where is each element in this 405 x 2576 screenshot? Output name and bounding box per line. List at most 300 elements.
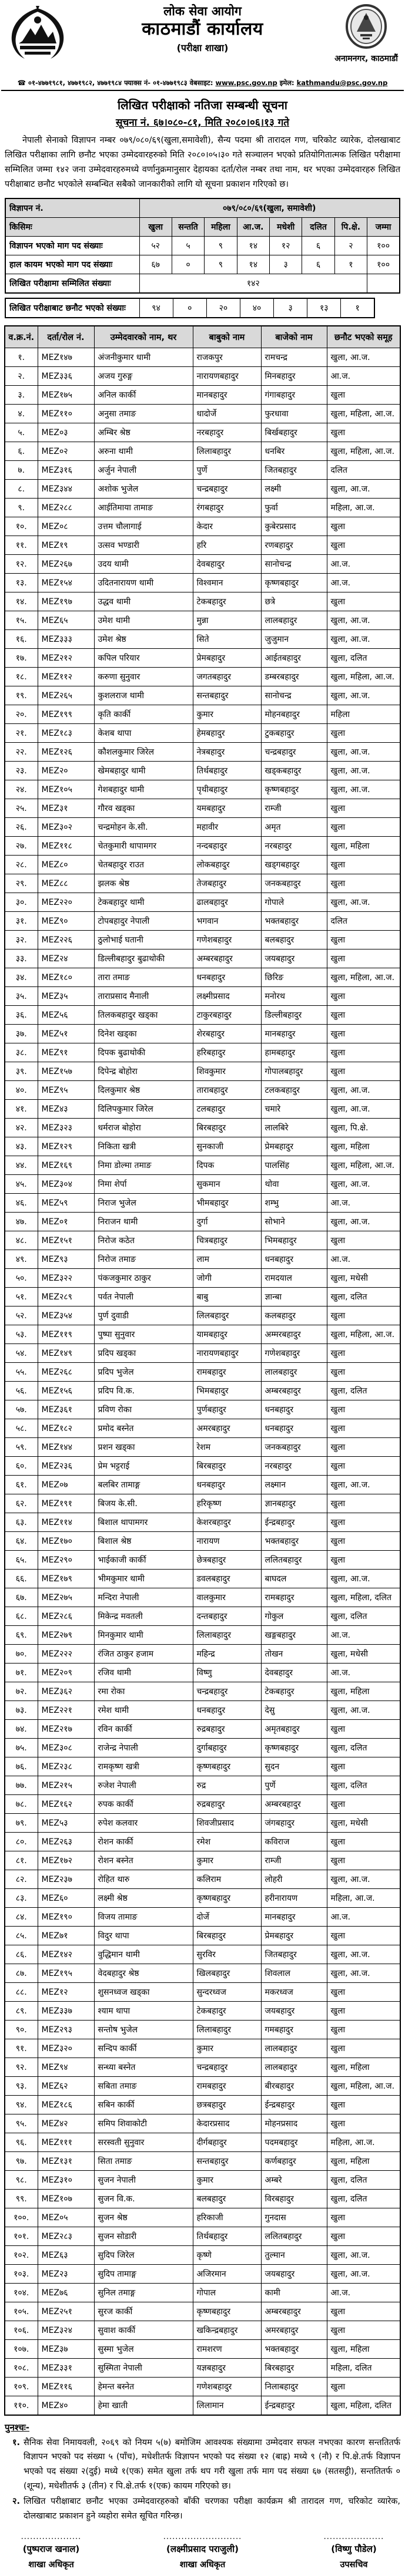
- candidate-father-name: लक्ष्मीप्रसाद: [193, 986, 261, 1005]
- category-header-cell: पि.क्षे.: [334, 217, 367, 236]
- candidate-name: श्याम थापा: [94, 2001, 193, 2020]
- candidate-row: [5, 1738, 400, 1757]
- candidate-grandfather-name: धनबहादुर: [261, 1419, 327, 1437]
- candidate-name: हेमन्त बस्नेत: [94, 2377, 193, 2396]
- candidate-selected-group: खुला: [327, 2039, 400, 2058]
- candidate-father-name: चित्रबहादुर: [193, 1231, 261, 1250]
- candidate-father-name: दन्तबहादुर: [193, 1607, 261, 1625]
- candidate-father-name: हरिकृष्ण: [193, 1494, 261, 1513]
- candidate-row: [5, 498, 400, 517]
- candidate-name: चन्द्रमोहन के.सी.: [94, 817, 193, 836]
- candidate-row: [5, 2133, 400, 2151]
- candidate-father-name: चन्द्रबहादुर: [193, 1682, 261, 1701]
- footnotes-heading: पुनश्चः-: [5, 2422, 30, 2433]
- candidate-name: दिलिपकुमार जिरेल: [94, 1099, 193, 1118]
- fax-number: ०१-४७७१९८३: [153, 79, 188, 87]
- candidate-father-name: सुरविर: [193, 1945, 261, 1964]
- candidate-row: [5, 667, 400, 686]
- candidate-selected-group: खुला: [327, 1550, 400, 1569]
- nepal-government-emblem-icon: [5, 5, 71, 63]
- candidate-selected-group: खुला, महिला: [327, 1137, 400, 1156]
- candidate-roll-number: MEZ१०५: [38, 780, 94, 799]
- candidate-grandfather-name: लालबहादुर: [261, 611, 327, 629]
- candidate-serial: २९.: [5, 874, 38, 893]
- candidate-grandfather-name: निलाबहादुर: [261, 2377, 327, 2396]
- candidate-selected-group: खुला, महिला, दलित: [327, 1588, 400, 1607]
- candidate-name: उमेश थामी: [94, 611, 193, 629]
- candidate-row: [5, 1550, 400, 1569]
- candidate-selected-group: खुला, आ.ज.: [327, 1174, 400, 1193]
- candidate-serial: ७९.: [5, 1813, 38, 1832]
- candidate-selected-group: महिला, दलित: [327, 2358, 400, 2377]
- candidate-grandfather-name: गमबहादुर: [261, 2020, 327, 2039]
- letterhead: [0, 2, 405, 78]
- candidate-selected-group: खुला: [327, 1982, 400, 2001]
- candidate-serial: २३.: [5, 761, 38, 780]
- candidate-roll-number: MEZ३३१: [38, 2358, 94, 2377]
- candidate-roll-number: MEZ१४९: [38, 1343, 94, 1362]
- candidate-serial: २४.: [5, 780, 38, 799]
- candidate-selected-group: खुला, आ.ज.: [327, 1475, 400, 1494]
- candidate-grandfather-name: कर्णबहादुर: [261, 2151, 327, 2170]
- candidate-roll-number: MEZ२२१: [38, 1701, 94, 1719]
- candidate-selected-group: खुला: [327, 592, 400, 611]
- candidate-father-name: धनबहादुर: [193, 1701, 261, 1719]
- candidate-serial: १०६.: [5, 2321, 38, 2339]
- candidate-row: [5, 1099, 400, 1118]
- candidate-serial: ९०.: [5, 2020, 38, 2039]
- candidate-father-name: धनबहादुर: [193, 968, 261, 986]
- candidate-roll-number: MEZ५९: [38, 1193, 94, 1212]
- candidate-selected-group: खुला: [327, 385, 400, 404]
- candidate-row: [5, 2170, 400, 2189]
- candidate-father-name: मानबहादुर: [193, 385, 261, 404]
- psc-seal-icon: [345, 4, 387, 49]
- candidate-roll-number: MEZ९५: [38, 1080, 94, 1099]
- candidate-row: [5, 366, 400, 385]
- candidate-name: चेतबहादुर राउत: [94, 855, 193, 874]
- candidate-grandfather-name: रामदयाल: [261, 1268, 327, 1287]
- appeared-count-label: लिखित परीक्षामा सम्मिलित संख्याः: [5, 274, 139, 293]
- candidate-grandfather-name: देसु: [261, 1701, 327, 1719]
- candidate-roll-number: MEZ३१०: [38, 2170, 94, 2189]
- candidate-father-name: लिलामान: [193, 2396, 261, 2415]
- candidate-name: अम्बिर श्रेष्ठ: [94, 423, 193, 442]
- count-cell: ०: [172, 255, 204, 274]
- count-cell: ३: [270, 255, 302, 274]
- candidate-name: रोशन बस्नेत: [94, 1851, 193, 1870]
- candidate-serial: २८.: [5, 855, 38, 874]
- candidate-serial: ८७.: [5, 1964, 38, 1982]
- candidate-selected-group: खुला, आ.ज.: [327, 479, 400, 498]
- candidate-grandfather-name: गोकुल: [261, 1607, 327, 1625]
- candidate-father-name: जगतबहादुर: [193, 667, 261, 686]
- candidate-grandfather-name: ज्ञान्बा: [261, 1287, 327, 1306]
- candidate-selected-group: खुला, मधेसी: [327, 1268, 400, 1287]
- candidate-name: विदुर थापा: [94, 1926, 193, 1945]
- candidate-roll-number: MEZ१४७: [38, 348, 94, 366]
- candidate-name: सुजन सोडारी: [94, 2227, 193, 2245]
- advertisement-number-label: विज्ञापन नं.: [5, 198, 139, 218]
- candidate-selected-group: खुला: [327, 1362, 400, 1381]
- candidate-name: आईतिमाया तामाङ: [94, 498, 193, 517]
- candidate-father-name: हरि: [193, 536, 261, 554]
- candidate-row: [5, 742, 400, 761]
- candidate-selected-group: खुला: [327, 2302, 400, 2321]
- candidate-serial: ५६.: [5, 1381, 38, 1400]
- candidate-row: [5, 1607, 400, 1625]
- candidate-serial: ८३.: [5, 1888, 38, 1907]
- candidate-serial: २५.: [5, 799, 38, 817]
- candidate-grandfather-name: मानबहादुर: [261, 1024, 327, 1043]
- candidate-selected-group: खुला: [327, 1851, 400, 1870]
- candidate-father-name: रेशम: [193, 1437, 261, 1456]
- candidate-grandfather-name: गोपालबहादुर: [261, 1062, 327, 1080]
- candidate-selected-group: खुला, आ.ज.: [327, 1099, 400, 1118]
- candidate-father-name: नरबहादुर: [193, 423, 261, 442]
- candidate-serial: ४३.: [5, 1137, 38, 1156]
- col-header-grandfather: बाजेको नाम: [261, 326, 327, 348]
- candidate-selected-group: खुला, महिला: [327, 836, 400, 855]
- candidate-name: सन्ध्या बस्नेत: [94, 2058, 193, 2076]
- candidate-roll-number: MEZ०१: [38, 1212, 94, 1231]
- candidate-serial: १०.: [5, 517, 38, 536]
- candidate-father-name: डवलबहादुर: [193, 1569, 261, 1588]
- candidate-serial: ६.: [5, 442, 38, 460]
- advertisement-number-value: ०७९/०८०/६९(खुला, समावेशी): [139, 198, 400, 218]
- candidate-serial: ५५.: [5, 1362, 38, 1381]
- candidate-row: [5, 1437, 400, 1456]
- count-cell: ६७: [139, 255, 172, 274]
- signature: [7, 2533, 95, 2570]
- candidate-grandfather-name: कलबहादुर: [261, 1306, 327, 1325]
- candidate-roll-number: MEZ४३: [38, 1099, 94, 1118]
- candidate-name: बिशाल थापामगर: [94, 1513, 193, 1531]
- candidate-roll-number: MEZ२८३: [38, 2227, 94, 2245]
- candidate-row: [5, 2321, 400, 2339]
- candidate-grandfather-name: जितबहादुर: [261, 1945, 327, 1964]
- candidate-roll-number: MEZ८०: [38, 855, 94, 874]
- candidate-grandfather-name: पदमबहादुर: [261, 2133, 327, 2151]
- candidate-grandfather-name: डिल्लीबहादुर: [261, 1005, 327, 1024]
- candidate-serial: ८१.: [5, 1851, 38, 1870]
- candidate-father-name: केदार: [193, 517, 261, 536]
- candidate-father-name: नेत्रबहादुर: [193, 742, 261, 761]
- count-cell: ६: [302, 255, 334, 274]
- signatory-name: (विष्णु पौडेल): [331, 2543, 377, 2554]
- candidate-grandfather-name: कृष्णबहादुर: [261, 780, 327, 799]
- candidate-grandfather-name: पालसिंह: [261, 1156, 327, 1174]
- candidate-grandfather-name: सोभाने: [261, 1212, 327, 1231]
- candidate-row: [5, 1400, 400, 1419]
- candidate-name: दिपक बुढाथोकी: [94, 1043, 193, 1062]
- candidate-roll-number: MEZ५६: [38, 1005, 94, 1024]
- candidate-row: [5, 1456, 400, 1475]
- candidate-name: पुर्ण दुवाडी: [94, 1306, 193, 1325]
- candidate-serial: ३३.: [5, 949, 38, 968]
- category-row-label: किसिमः: [5, 217, 139, 236]
- candidate-selected-group: आ.ज.: [327, 366, 400, 385]
- signatory-title: शाखा अधिकृत: [28, 2560, 74, 2570]
- candidate-roll-number: MEZ२३६: [38, 1456, 94, 1475]
- candidate-selected-group: आ.ज.: [327, 1193, 400, 1212]
- candidate-father-name: दुर्गाबहादुर: [193, 1738, 261, 1757]
- candidate-row: [5, 1250, 400, 1268]
- candidate-father-name: सुन्दरध्वज: [193, 1982, 261, 2001]
- candidate-name: प्रेम भट्टराई: [94, 1456, 193, 1475]
- candidate-selected-group: खुला, आ.ज.: [327, 1964, 400, 1982]
- candidate-grandfather-name: जनकबहादुर: [261, 874, 327, 893]
- candidate-row: [5, 1381, 400, 1400]
- candidate-grandfather-name: विरबहादुर: [261, 2189, 327, 2208]
- candidate-grandfather-name: तोखन: [261, 1644, 327, 1663]
- candidate-roll-number: MEZ१५१: [38, 1231, 94, 1250]
- candidate-name: पर्वत नेपाली: [94, 1287, 193, 1306]
- candidate-name: समिप शिवाकोटी: [94, 2114, 193, 2133]
- candidate-serial: १००.: [5, 2208, 38, 2227]
- candidate-grandfather-name: अम्बरबहादुर: [261, 1794, 327, 1813]
- website-link[interactable]: www.psc.gov.np: [215, 79, 277, 87]
- candidate-row: [5, 1325, 400, 1343]
- candidate-serial: १७.: [5, 648, 38, 667]
- candidate-row: [5, 2358, 400, 2377]
- candidate-selected-group: खुला: [327, 1719, 400, 1738]
- candidate-roll-number: MEZ१९१: [38, 1494, 94, 1513]
- candidate-grandfather-name: बिरबहादुर: [261, 2358, 327, 2377]
- footnote-text: सैनिक सेवा निमायवली, २०६९ को नियम ५(७) बमोजिम आवश्यक संख्यामा उम्मेदवार सफल नभएका कारण सन्ततितर्फ विज्ञापन भएको पद संख्या ५ (पाँच), मधेशीतर्फ विज्ञापन भएको पद संख्या १२ (बाह्र) मध्ये ९ (नौ) र पि.क्षे.तर्फ विज्ञापन भएको पद संख्या २(दुई) मध्ये १(एक) समेत खुला तर्फ थप गरी खुला तर्फ माग पद संख्या ६७ (सतसट्ठी), सन्ततितर्फ ० (शून्य), मधेशीतर्फ ३ (तीन) र पि.क्षे.तर्फ १(एक) कायम गरिएको छ।: [24, 2437, 400, 2491]
- candidate-father-name: कुमार: [193, 2039, 261, 2058]
- candidate-row: [5, 1701, 400, 1719]
- footnote-number: २.: [12, 2497, 20, 2507]
- candidate-roll-number: MEZ३०२: [38, 817, 94, 836]
- candidate-name: कृति कार्की: [94, 705, 193, 723]
- candidate-roll-number: MEZ३७: [38, 2339, 94, 2358]
- candidate-row: [5, 1343, 400, 1362]
- candidate-name: बलबिर तामाङ्ग: [94, 1475, 193, 1494]
- count-cell: ९: [205, 255, 237, 274]
- candidate-selected-group: खुला: [327, 1419, 400, 1437]
- candidate-father-name: रुद्रबहादुर: [193, 1719, 261, 1738]
- footnote-number: १.: [12, 2437, 20, 2447]
- candidate-selected-group: खुला: [327, 1024, 400, 1043]
- candidate-roll-number: MEZ२०९: [38, 1663, 94, 1682]
- candidate-serial: ७२.: [5, 1682, 38, 1701]
- candidate-serial: ५२.: [5, 1306, 38, 1325]
- footnote-item: [5, 2494, 400, 2523]
- candidate-roll-number: MEZ१८६: [38, 2095, 94, 2114]
- candidate-row: [5, 1118, 400, 1137]
- candidate-grandfather-name: ज्ञानबहादुर: [261, 1494, 327, 1513]
- candidate-roll-number: MEZ१११: [38, 2133, 94, 2151]
- candidate-selected-group: खुला, दलित: [327, 1607, 400, 1625]
- candidate-father-name: विष्णु: [193, 1663, 261, 1682]
- candidate-name: बिजय के.सी.: [94, 1494, 193, 1513]
- candidate-grandfather-name: नरबहादुर: [261, 1456, 327, 1475]
- candidate-father-name: बाबु: [193, 1287, 261, 1306]
- candidate-serial: ९८.: [5, 2170, 38, 2189]
- candidate-serial: ५४.: [5, 1343, 38, 1362]
- candidate-name: ठुलोभाई घतानी: [94, 930, 193, 949]
- candidate-selected-group: आ.ज.: [327, 1663, 400, 1682]
- candidate-row: [5, 629, 400, 648]
- candidate-grandfather-name: कामी: [261, 2283, 327, 2302]
- candidate-row: [5, 817, 400, 836]
- category-header-cell: आ.ज.: [237, 217, 269, 236]
- candidate-grandfather-name: टेकबहादुर: [261, 1682, 327, 1701]
- candidate-row: [5, 1794, 400, 1813]
- candidate-serial: १३.: [5, 573, 38, 592]
- candidate-father-name: रंगबहादुर: [193, 498, 261, 517]
- candidate-father-name: जोगी: [193, 1268, 261, 1287]
- candidate-grandfather-name: मानबहादुर: [261, 1907, 327, 1926]
- candidate-selected-group: खुला: [327, 2321, 400, 2339]
- candidate-row: [5, 442, 400, 460]
- candidate-serial: ७८.: [5, 1794, 38, 1813]
- candidate-father-name: भिमबहादुर: [193, 1381, 261, 1400]
- candidate-father-name: अम्बरबहादुर: [193, 949, 261, 968]
- candidate-row: [5, 836, 400, 855]
- candidate-father-name: गणेशबहादुर: [193, 2377, 261, 2396]
- candidate-selected-group: खुला, आ.ज.: [327, 629, 400, 648]
- candidate-serial: ८०.: [5, 1832, 38, 1851]
- candidate-row: [5, 404, 400, 423]
- footnotes-section: [0, 2416, 405, 2524]
- candidate-selected-group: खुला, आ.ज.: [327, 893, 400, 911]
- candidate-selected-group: खुला, महिला, दलित: [327, 2396, 400, 2415]
- candidate-serial: ३८.: [5, 1043, 38, 1062]
- candidate-father-name: लोकबहादुर: [193, 855, 261, 874]
- candidate-grandfather-name: खड्गबहादुर: [261, 855, 327, 874]
- candidate-father-name: वालकुमार: [193, 1588, 261, 1607]
- candidate-selected-group: खुला: [327, 517, 400, 536]
- candidate-roll-number: MEZ१०७: [38, 2189, 94, 2208]
- candidate-serial: ४६.: [5, 1193, 38, 1212]
- candidate-row: [5, 1212, 400, 1231]
- candidate-name: हेमा खाती: [94, 2396, 193, 2415]
- category-header-cell: मधेशी: [270, 217, 302, 236]
- candidate-serial: ६६.: [5, 1569, 38, 1588]
- candidate-row: [5, 1776, 400, 1794]
- candidate-name: टोपबहादुर नेपाली: [94, 911, 193, 930]
- candidate-row: [5, 2020, 400, 2039]
- candidate-name: कौशलकुमार जिरेल: [94, 742, 193, 761]
- candidate-selected-group: खुला: [327, 855, 400, 874]
- count-cell: ९: [205, 236, 237, 255]
- candidate-name: सुस्मा भुजेल: [94, 2339, 193, 2358]
- candidate-name: दिलकुमार श्रेष्ठ: [94, 1080, 193, 1099]
- candidate-grandfather-name: फुरधावा: [261, 404, 327, 423]
- candidate-row: [5, 536, 400, 554]
- candidate-row: [5, 460, 400, 479]
- candidate-father-name: शेरबहादुर: [193, 1024, 261, 1043]
- candidate-roll-number: MEZ०२: [38, 442, 94, 460]
- candidate-father-name: पुर्णबहादुर: [193, 1400, 261, 1419]
- candidate-father-name: कृष्णबहादुर: [193, 1757, 261, 1776]
- signature: [159, 2533, 247, 2570]
- candidate-father-name: अजिरमान: [193, 2264, 261, 2283]
- branch-name: (परीक्षा शाखा): [176, 42, 229, 54]
- candidate-selected-group: खुला, आ.ज.: [327, 742, 400, 761]
- candidate-roll-number: MEZ६२: [38, 2076, 94, 2095]
- candidate-serial: ७७.: [5, 1776, 38, 1794]
- candidate-grandfather-name: लक्ष्मान: [261, 1475, 327, 1494]
- candidate-roll-number: MEZ२२६: [38, 930, 94, 949]
- candidate-name: रुजेश नेपाली: [94, 1776, 193, 1794]
- candidate-row: [5, 1982, 400, 2001]
- candidate-roll-number: MEZ१३१: [38, 2151, 94, 2170]
- candidate-selected-group: खुला: [327, 2095, 400, 2114]
- candidate-grandfather-name: भक्तबहादुर: [261, 1531, 327, 1550]
- candidate-selected-group: खुला, आ.ज.: [327, 348, 400, 366]
- candidate-roll-number: MEZ०७: [38, 1475, 94, 1494]
- candidate-grandfather-name: सानोचन्द्र: [261, 554, 327, 573]
- candidate-name: सुदिप जिरेल: [94, 2245, 193, 2264]
- candidate-serial: ७१.: [5, 1663, 38, 1682]
- candidate-selected-group: खुला: [327, 423, 400, 442]
- candidate-father-name: तिर्थबहादुर: [193, 2227, 261, 2245]
- candidate-serial: ३७.: [5, 1024, 38, 1043]
- candidate-name: अशोक भुजेल: [94, 479, 193, 498]
- candidate-name: पंकजकुमार ठाकुर: [94, 1268, 193, 1287]
- candidate-grandfather-name: लालबहादुर: [261, 2039, 327, 2058]
- candidate-name: प्रशन खड्का: [94, 1437, 193, 1456]
- candidate-selected-group: खुला, आ.ज.: [327, 1701, 400, 1719]
- candidate-roll-number: MEZ०३: [38, 423, 94, 442]
- candidate-roll-number: MEZ११९: [38, 1325, 94, 1343]
- candidate-grandfather-name: बिर्खबहादुर: [261, 423, 327, 442]
- candidate-roll-number: MEZ१८२: [38, 1419, 94, 1437]
- candidate-selected-group: खुला, दलित: [327, 1776, 400, 1794]
- candidate-serial: १०८.: [5, 2358, 38, 2377]
- candidate-name: सन्तोष भुजेल: [94, 2020, 193, 2039]
- candidate-serial: ६९.: [5, 1625, 38, 1644]
- candidate-selected-group: आ.ज.: [327, 573, 400, 592]
- selected-count-cell: ९४: [139, 298, 173, 318]
- candidate-selected-group: खुला, आ.ज.: [327, 1945, 400, 1964]
- candidate-name: सुदिप तामाङ्ग: [94, 2264, 193, 2283]
- candidate-father-name: बिरबहादुर: [193, 1118, 261, 1137]
- candidate-roll-number: MEZ२६३: [38, 1832, 94, 1851]
- candidate-serial: ८.: [5, 479, 38, 498]
- candidate-selected-group: खुला: [327, 817, 400, 836]
- candidate-roll-number: MEZ२९३: [38, 2020, 94, 2039]
- candidate-selected-group: खुला: [327, 1231, 400, 1250]
- candidate-serial: ११.: [5, 536, 38, 554]
- footnotes-list: [5, 2436, 400, 2524]
- candidate-selected-group: खुला, आ.ज.: [327, 686, 400, 705]
- candidate-grandfather-name: भक्तबहादुर: [261, 2339, 327, 2358]
- candidate-name: भाईकाजी कार्की: [94, 1550, 193, 1569]
- candidate-row: [5, 1870, 400, 1888]
- candidate-grandfather-name: लालबहादुर: [261, 1362, 327, 1381]
- candidate-grandfather-name: गुनदास: [261, 2208, 327, 2227]
- candidate-name: टेकबहादुर थामी: [94, 893, 193, 911]
- candidate-name: अजय गुरुङ्ग: [94, 366, 193, 385]
- candidate-grandfather-name: जितबहादुर: [261, 460, 327, 479]
- candidate-grandfather-name: रणबहादुर: [261, 536, 327, 554]
- candidate-grandfather-name: ललितबहादुर: [261, 1550, 327, 1569]
- email-link[interactable]: kathmandu@psc.gov.np: [296, 79, 388, 87]
- candidate-serial: ३.: [5, 385, 38, 404]
- candidate-selected-group: खुला: [327, 1437, 400, 1456]
- col-header-father: बाबुको नाम: [193, 326, 261, 348]
- candidate-grandfather-name: खङ्गबहादुर: [261, 1625, 327, 1644]
- candidate-name: रंजित ठाकुर हजाम: [94, 1644, 193, 1663]
- candidate-serial: १२.: [5, 554, 38, 573]
- candidate-father-name: महावीर: [193, 817, 261, 836]
- candidate-roll-number: MEZ२७९: [38, 1625, 94, 1644]
- candidate-roll-number: MEZ२८८: [38, 498, 94, 517]
